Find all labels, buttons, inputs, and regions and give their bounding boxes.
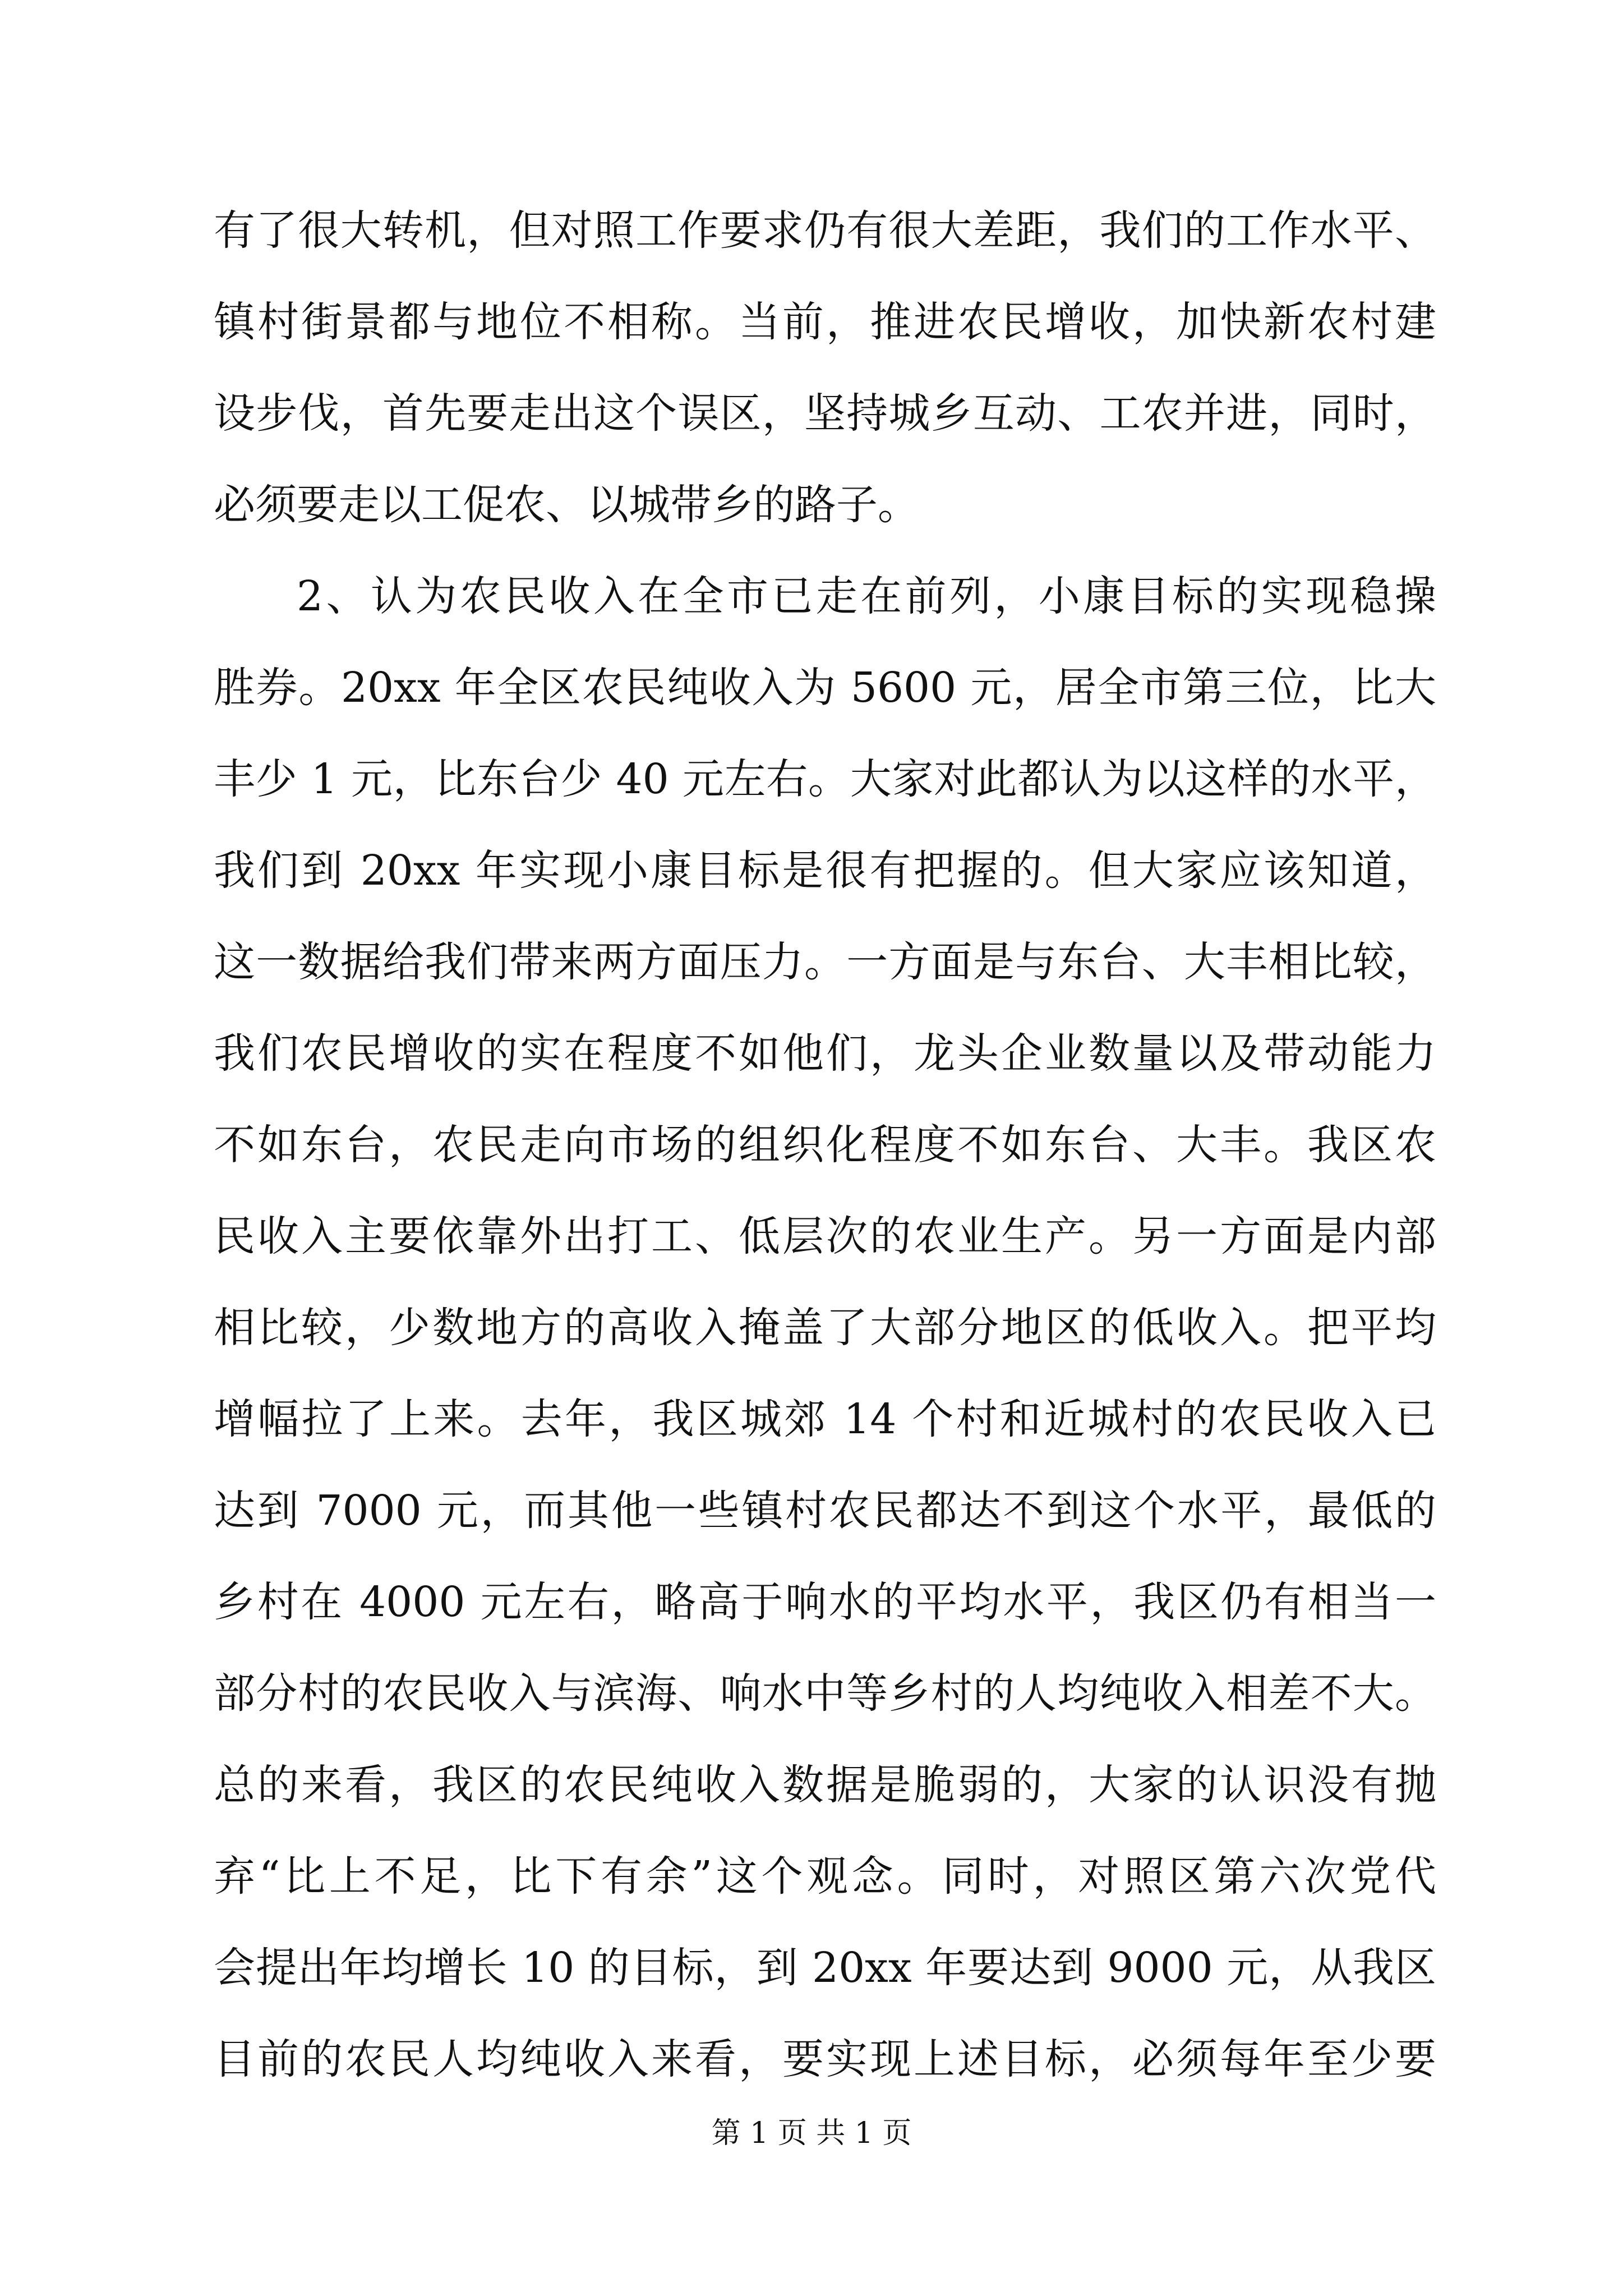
text-line: 达到 7000 元，而其他一些镇村农民都达不到这个水平，最低的 xyxy=(214,1487,1436,1535)
text-line: 丰少 1 元，比东台少 40 元左右。大家对此都认为以这样的水平， xyxy=(214,755,1436,803)
text-line: 部分村的农民收入与滨海、响水中等乡村的人均纯收入相差不大。 xyxy=(214,1669,1436,1718)
text-line: 镇村街景都与地位不相称。当前，推进农民增收，加快新农村建 xyxy=(214,298,1436,346)
text-line: 总的来看，我区的农民纯收入数据是脆弱的，大家的认识没有抛 xyxy=(214,1761,1436,1809)
text-line: 有了很大转机，但对照工作要求仍有很大差距，我们的工作水平、 xyxy=(214,206,1436,255)
text-line: 不如东台，农民走向市场的组织化程度不如东台、大丰。我区农 xyxy=(214,1121,1436,1169)
text-line: 胜券。20xx 年全区农民纯收入为 5600 元，居全市第三位，比大 xyxy=(214,664,1436,712)
text-line: 增幅拉了上来。去年，我区城郊 14 个村和近城村的农民收入已 xyxy=(214,1395,1436,1443)
text-line: 设步伐，首先要走出这个误区，坚持城乡互动、工农并进，同时， xyxy=(214,389,1436,438)
text-line: 我们农民增收的实在程度不如他们，龙头企业数量以及带动能力 xyxy=(214,1029,1436,1078)
text-line: 这一数据给我们带来两方面压力。一方面是与东台、大丰相比较， xyxy=(214,938,1436,986)
text-line: 相比较，少数地方的高收入掩盖了大部分地区的低收入。把平均 xyxy=(214,1304,1436,1352)
text-line: 必须要走以工促农、以城带乡的路子。 xyxy=(214,481,919,529)
text-line: 会提出年均增长 10 的目标，到 20xx 年要达到 9000 元，从我区 xyxy=(214,1944,1436,1992)
text-line: 目前的农民人均纯收入来看，要实现上述目标，必须每年至少要 xyxy=(214,2035,1436,2083)
page-number-label: 第 1 页 共 1 页 xyxy=(711,2116,912,2150)
text-line: 民收入主要依靠外出打工、低层次的农业生产。另一方面是内部 xyxy=(214,1212,1436,1260)
body-text xyxy=(214,185,1436,2105)
text-line: 乡村在 4000 元左右，略高于响水的平均水平，我区仍有相当一 xyxy=(214,1578,1436,1626)
text-line: 我们到 20xx 年实现小康目标是很有把握的。但大家应该知道， xyxy=(214,846,1436,895)
text-line: 弃“比上不足，比下有余”这个观念。同时，对照区第六次党代 xyxy=(214,1852,1436,1901)
page-footer xyxy=(0,2114,1623,2153)
paragraph-start-line: 2、认为农民收入在全市已走在前列，小康目标的实现稳操 xyxy=(297,572,1436,620)
